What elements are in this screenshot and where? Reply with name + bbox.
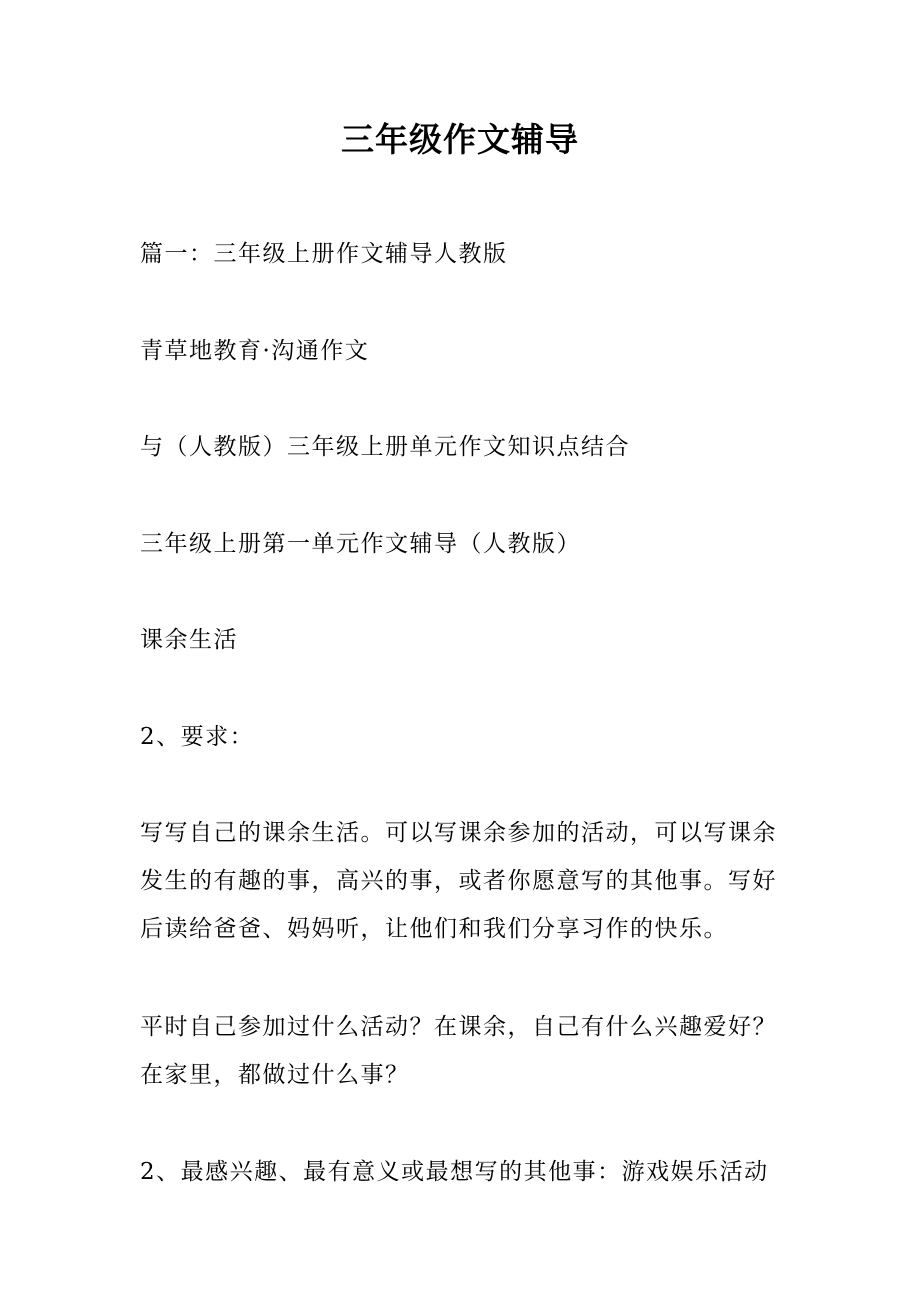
paragraph-source	[140, 327, 800, 375]
paragraph-topic	[140, 616, 800, 664]
text-line: 后读给爸爸、妈妈听，让他们和我们分享习作的快乐。	[140, 916, 728, 942]
paragraph-description	[140, 423, 800, 471]
text-line: 篇一：三年级上册作文辅导人教版	[140, 241, 508, 267]
text-line: 课余生活	[140, 627, 238, 653]
document-title: 三年级作文辅导	[341, 120, 579, 159]
text-line: 2、要求：	[140, 724, 255, 750]
paragraph-point-two	[140, 1148, 800, 1196]
text-line: 三年级上册第一单元作文辅导（人教版）	[140, 531, 581, 557]
text-line: 青草地教育·沟通作文	[140, 338, 370, 364]
text-line: 与（人教版）三年级上册单元作文知识点结合	[140, 434, 630, 460]
text-line: 写写自己的课余生活。可以写课余参加的活动，可以写课余	[140, 820, 777, 846]
text-line: 发生的有趣的事，高兴的事，或者你愿意写的其他事。写好	[140, 868, 777, 894]
paragraph-questions	[140, 1003, 800, 1099]
paragraph-requirements-body	[140, 809, 800, 953]
text-line: 在家里，都做过什么事？	[140, 1062, 410, 1088]
paragraph-unit-heading	[140, 520, 800, 568]
text-line: 平时自己参加过什么活动？在课余，自己有什么兴趣爱好？	[140, 1014, 777, 1040]
paragraph-article-heading	[140, 230, 800, 278]
text-line: 2、最感兴趣、最有意义或最想写的其他事：游戏娱乐活动	[140, 1159, 769, 1185]
paragraph-requirements-heading	[140, 713, 800, 761]
